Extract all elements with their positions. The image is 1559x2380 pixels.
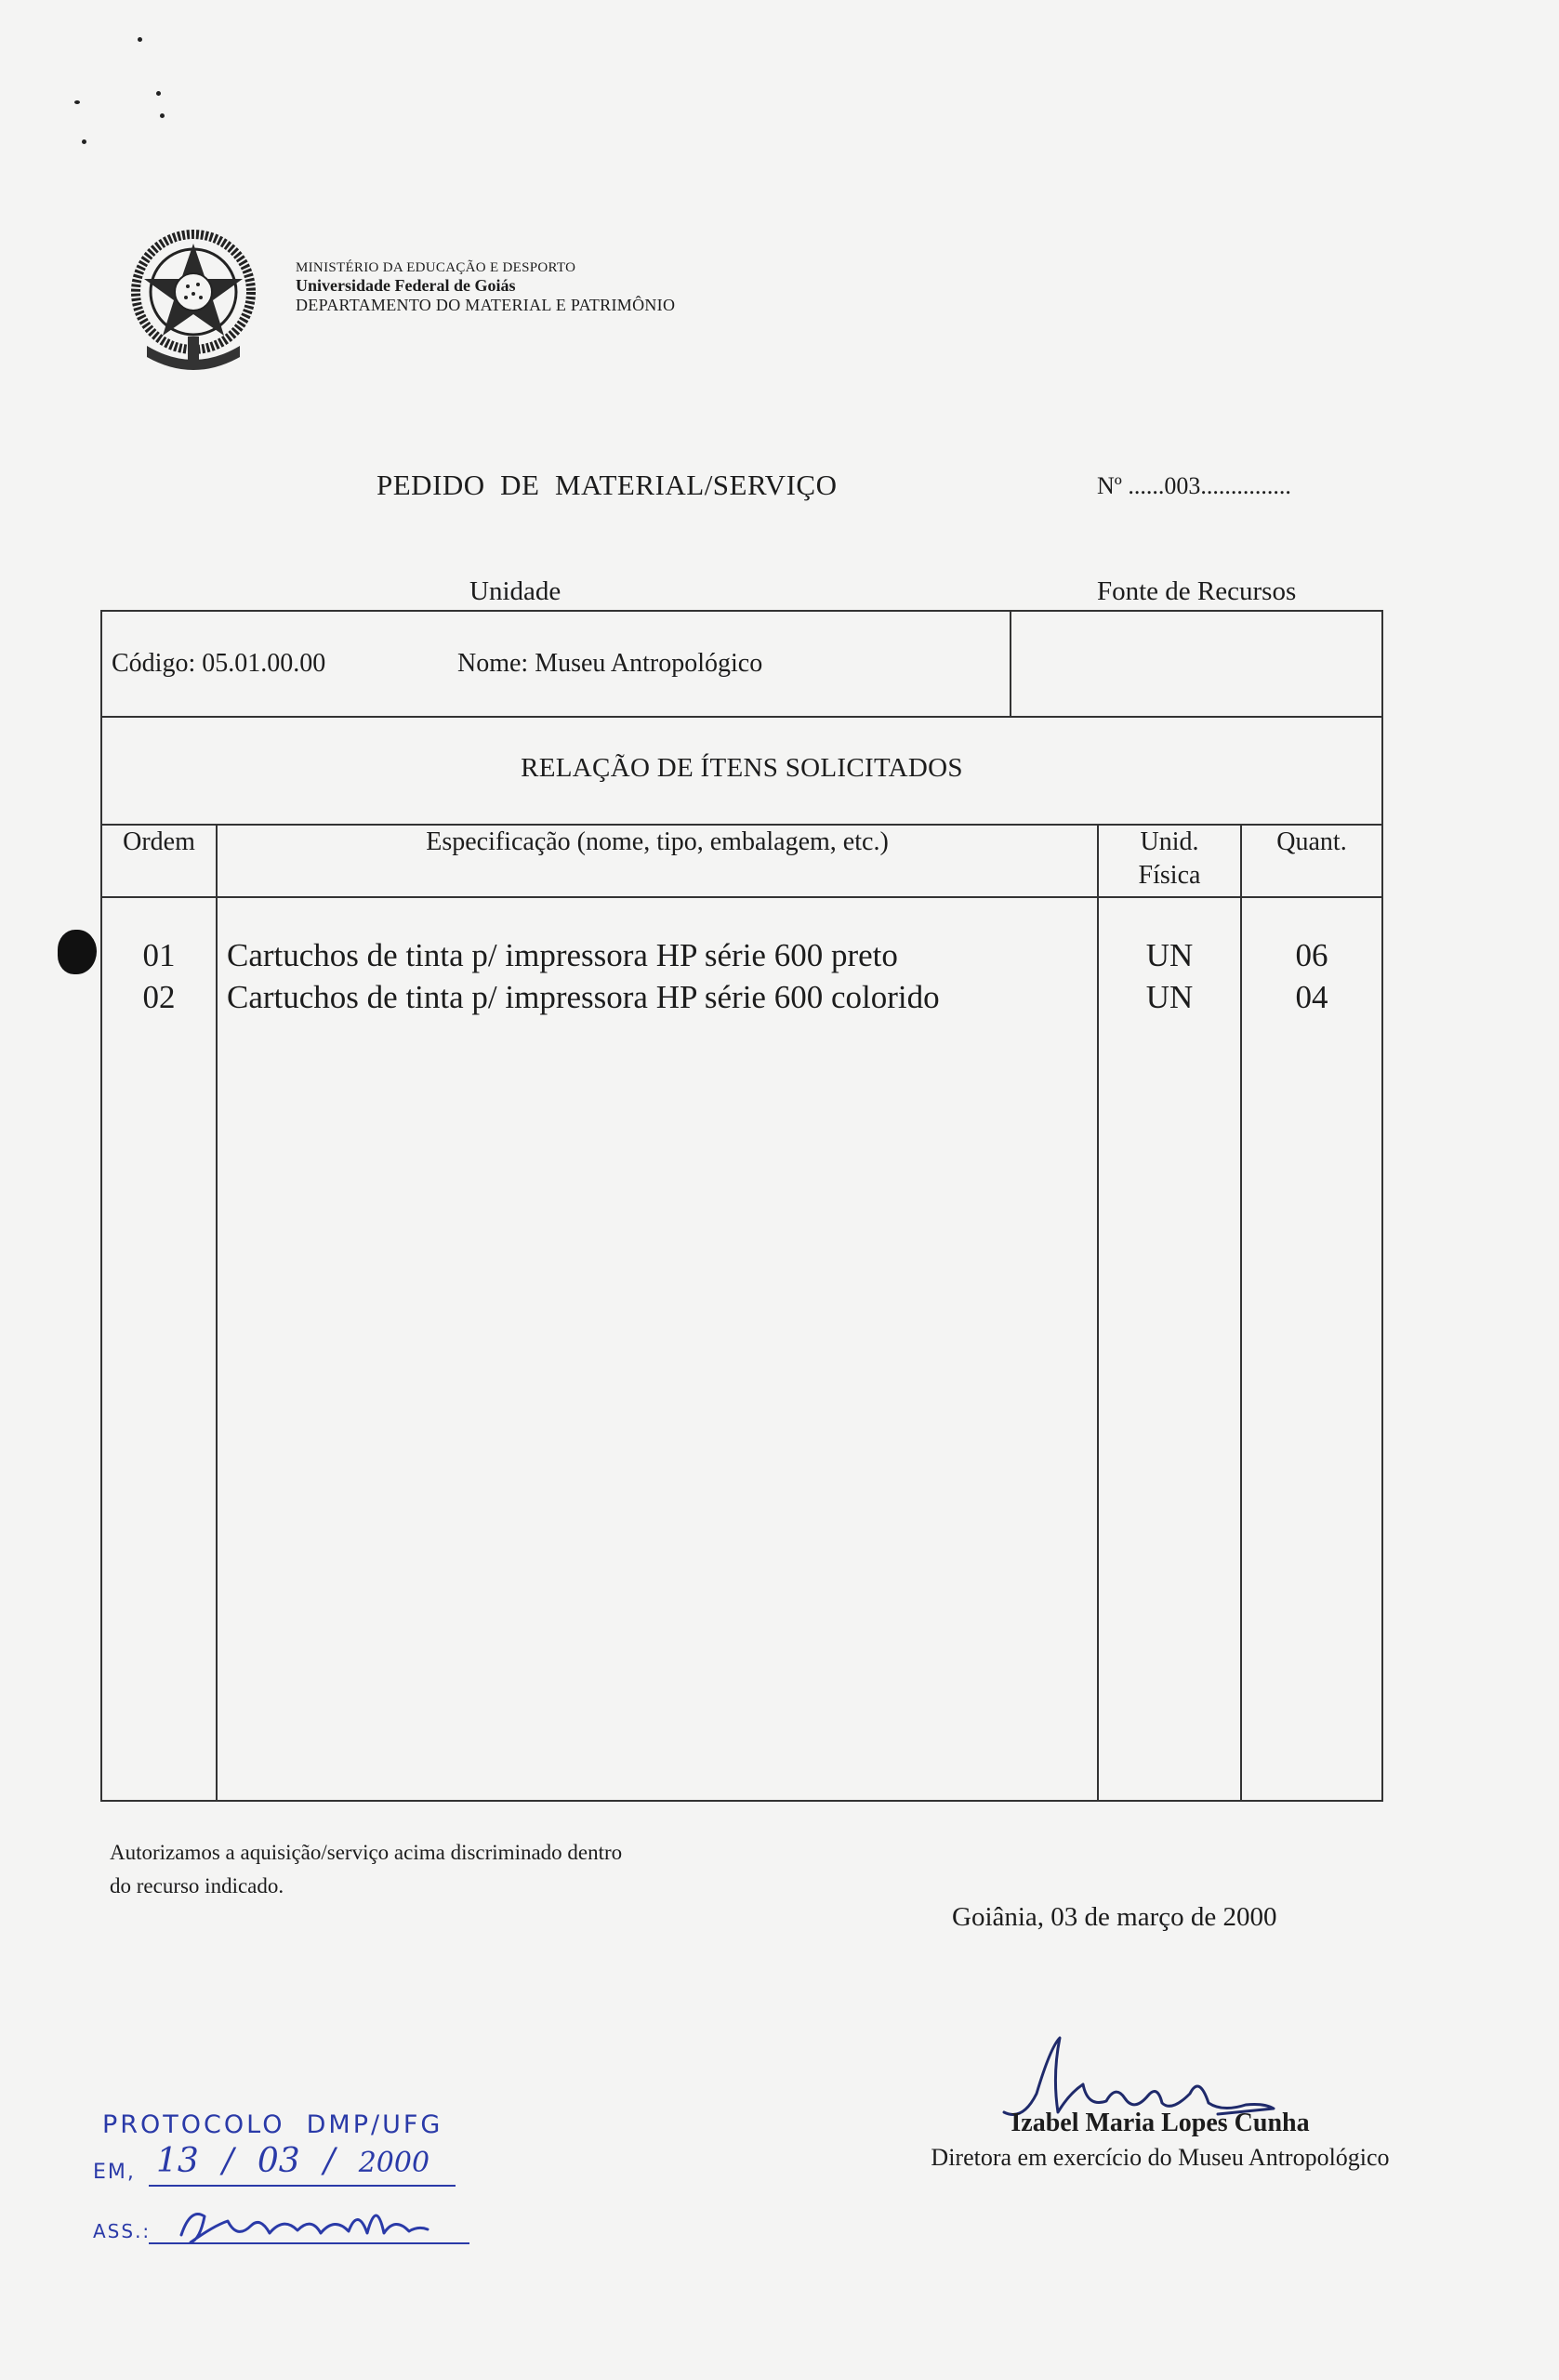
cell-unid: UN — [1145, 937, 1194, 973]
authorization-line-1: Autorizamos a aquisição/serviço acima discriminado dentro — [110, 1841, 623, 1864]
codigo-field: Código: 05.01.00.00 — [112, 649, 326, 678]
form-title: PEDIDO DE MATERIAL/SERVIÇO — [377, 469, 838, 501]
stamp-underline — [149, 2185, 456, 2187]
stamp-underline — [149, 2242, 469, 2244]
column-header-especificacao: Especificação (nome, tipo, embalagem, etc.) — [426, 827, 889, 856]
cell-especificacao: Cartuchos de tinta p/ impressora HP série 600 colorido — [227, 979, 940, 1015]
table-rule — [100, 896, 1383, 898]
header-block — [296, 260, 675, 315]
column-header-quant: Quant. — [1276, 827, 1347, 856]
stamp-sep: / — [222, 2142, 234, 2180]
authorization-line-2: do recurso indicado. — [110, 1873, 284, 1897]
signer-role: Diretora em exercício do Museu Antropológico — [931, 2144, 1390, 2171]
unid-line-2: Física — [1138, 861, 1201, 891]
items-table-frame — [100, 610, 1383, 1802]
protocol-stamp-em-label: EM, — [93, 2161, 136, 2184]
university-name: Universidade Federal de Goiás — [296, 276, 516, 296]
protocol-stamp-date — [156, 2142, 429, 2180]
form-number: Nº ......003............... — [1097, 472, 1291, 499]
nome-field: Nome: Museu Antropológico — [457, 649, 763, 678]
protocol-stamp-title: PROTOCOLO DMP/UFG — [102, 2110, 443, 2139]
cell-quant: 04 — [1295, 979, 1328, 1015]
table-rule — [1010, 610, 1011, 718]
speck — [82, 139, 86, 144]
column-header-ordem: Ordem — [123, 827, 195, 856]
speck — [160, 113, 165, 118]
place-date: Goiânia, 03 de março de 2000 — [952, 1902, 1277, 1932]
stamp-day: 13 — [156, 2142, 199, 2180]
column-header-unid — [1099, 826, 1240, 893]
fonte-label: Fonte de Recursos — [1097, 576, 1297, 606]
stamp-year: 2000 — [358, 2147, 430, 2179]
coat-of-arms-seal-icon — [110, 216, 277, 383]
punch-hole — [58, 930, 97, 974]
protocol-stamp-ass-label: ASS.: — [93, 2220, 152, 2242]
table-row — [100, 979, 1383, 1022]
unid-line-1: Unid. — [1140, 827, 1199, 856]
cell-unid: UN — [1145, 979, 1194, 1015]
stamp-month: 03 — [257, 2142, 300, 2180]
speck — [138, 37, 142, 42]
authorization-text — [110, 1836, 760, 1902]
stamp-sep: / — [324, 2142, 336, 2180]
table-row — [100, 937, 1383, 980]
items-section-title: RELAÇÃO DE ÍTENS SOLICITADOS — [521, 753, 963, 783]
speck — [156, 91, 161, 96]
cell-especificacao: Cartuchos de tinta p/ impressora HP série 600 preto — [227, 937, 898, 973]
cell-ordem: 02 — [142, 979, 176, 1015]
speck — [74, 100, 80, 104]
cell-ordem: 01 — [142, 937, 176, 973]
table-rule — [100, 716, 1383, 718]
unidade-label: Unidade — [469, 576, 562, 606]
cell-quant: 06 — [1295, 937, 1328, 973]
signer-name: Izabel Maria Lopes Cunha — [1011, 2109, 1310, 2137]
department-name: DEPARTAMENTO DO MATERIAL E PATRIMÔNIO — [296, 295, 676, 314]
ministry-name: MINISTÉRIO DA EDUCAÇÃO E DESPORTO — [296, 260, 576, 275]
